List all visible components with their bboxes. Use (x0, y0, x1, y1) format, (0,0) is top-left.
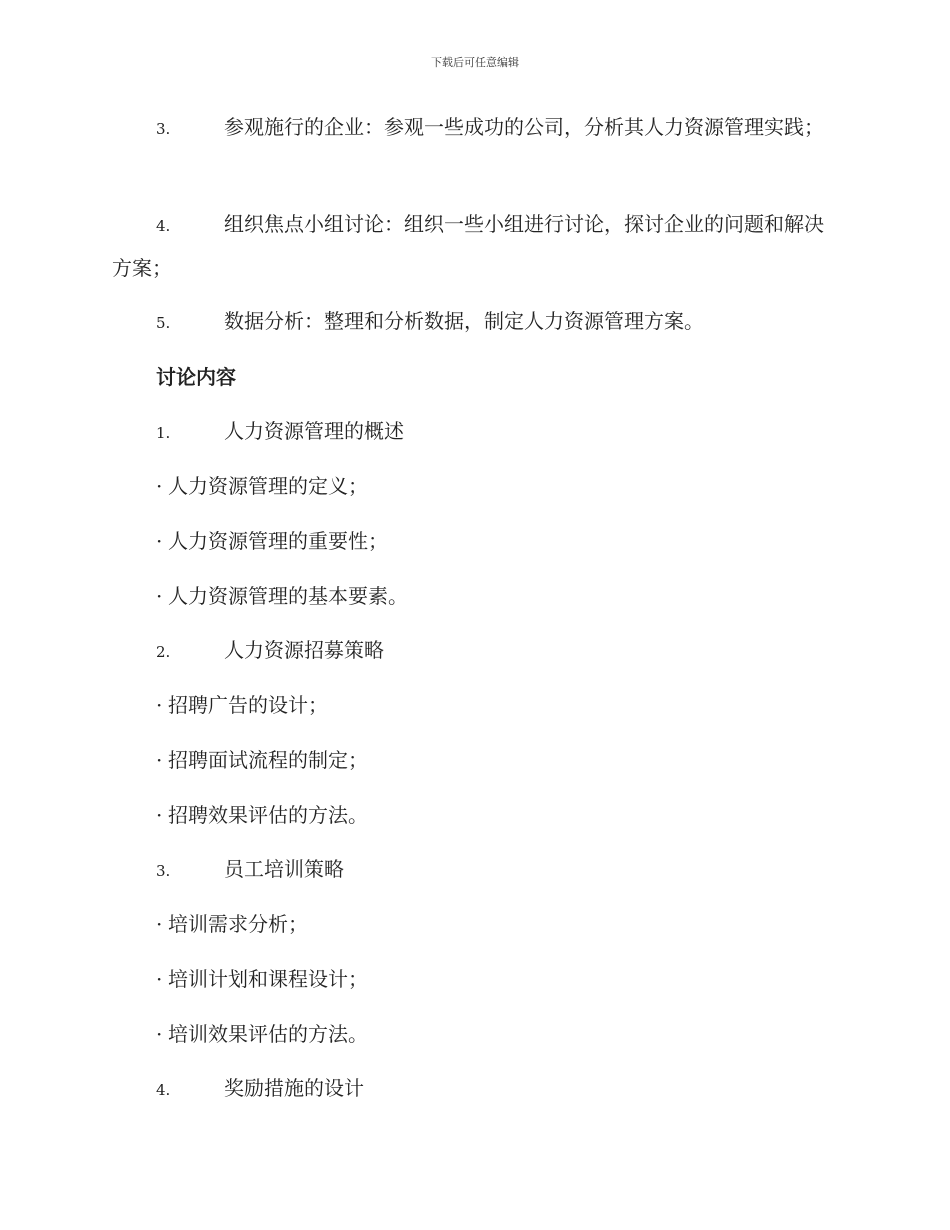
page-header: 下载后可任意编辑 (431, 56, 519, 69)
section-number: 3. (156, 862, 171, 880)
bullet-text: 招聘效果评估的方法。 (168, 803, 368, 827)
bullet-item (156, 472, 368, 500)
section-title-text: 员工培训策略 (224, 857, 344, 881)
bullet-item (156, 965, 368, 993)
bullet-icon: · (156, 529, 163, 553)
bullet-item (156, 691, 328, 719)
bullet-icon: · (156, 912, 163, 936)
section-number: 1. (156, 424, 171, 442)
method-item-3 (112, 106, 837, 150)
bullet-item (156, 910, 308, 938)
section-heading: 讨论内容 (156, 365, 236, 389)
bullet-icon: · (156, 748, 163, 772)
bullet-text: 人力资源管理的基本要素。 (168, 584, 408, 608)
section-number: 2. (156, 643, 171, 661)
bullet-icon: · (156, 967, 163, 991)
section-title-4 (156, 1074, 364, 1104)
bullet-text: 招聘广告的设计； (168, 693, 328, 717)
bullet-text: 人力资源管理的重要性； (168, 529, 388, 553)
method-text: 参观施行的企业：参观一些成功的公司，分析其人力资源管理实践； (224, 115, 824, 139)
method-number: 4. (156, 217, 171, 235)
bullet-item (156, 801, 368, 829)
bullet-item (156, 582, 408, 610)
bullet-icon: · (156, 1022, 163, 1046)
bullet-icon: · (156, 693, 163, 717)
bullet-item (156, 746, 368, 774)
section-number: 4. (156, 1081, 171, 1099)
method-text: 组织焦点小组讨论：组织一些小组进行讨论，探讨企业的问题和解决方案； (112, 212, 824, 280)
section-title-text: 人力资源招募策略 (224, 638, 384, 662)
bullet-text: 招聘面试流程的制定； (168, 748, 368, 772)
bullet-text: 人力资源管理的定义； (168, 474, 368, 498)
method-number: 5. (156, 314, 171, 332)
bullet-text: 培训效果评估的方法。 (168, 1022, 368, 1046)
section-title-1 (156, 417, 404, 447)
bullet-item (156, 527, 388, 555)
bullet-icon: · (156, 584, 163, 608)
bullet-icon: · (156, 803, 163, 827)
method-text: 数据分析：整理和分析数据，制定人力资源管理方案。 (224, 309, 704, 333)
bullet-item (156, 1020, 368, 1048)
method-number: 3. (156, 120, 171, 138)
section-title-text: 奖励措施的设计 (224, 1076, 364, 1100)
section-title-3 (156, 855, 344, 885)
section-title-text: 人力资源管理的概述 (224, 419, 404, 443)
section-title-2 (156, 636, 384, 666)
bullet-icon: · (156, 474, 163, 498)
bullet-text: 培训计划和课程设计； (168, 967, 368, 991)
bullet-text: 培训需求分析； (168, 912, 308, 936)
method-item-4 (112, 203, 837, 289)
method-item-5 (112, 300, 837, 344)
